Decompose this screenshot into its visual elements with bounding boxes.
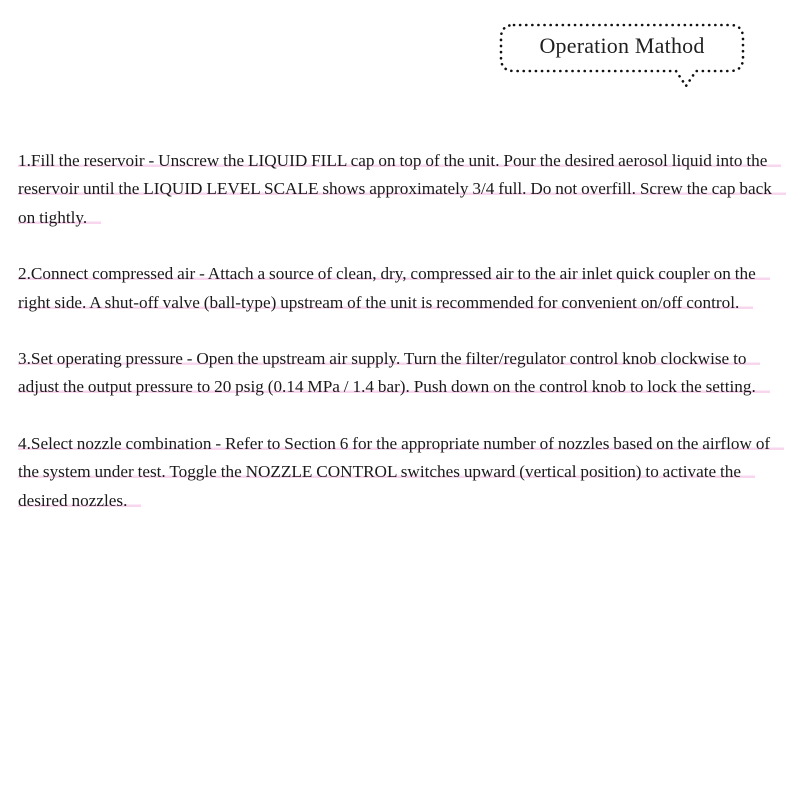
step-4-text: 4.Select nozzle combination - Refer to Section 6 for the appropriate number of nozzles based on the airflow of the system under test. Toggle the NOZZLE CONTROL switches upward (vertical position) to activate the desired nozzles. <box>18 434 784 510</box>
step-1-text: 1.Fill the reservoir - Unscrew the LIQUID FILL cap on top of the unit. Pour the desired aerosol liquid into the reservoir until the LIQUID LEVEL SCALE shows approximately 3/4 full. Do not overfill. Screw the cap back on tightly. <box>18 151 786 227</box>
operation-steps <box>18 147 782 543</box>
step-4 <box>18 430 782 515</box>
page-title: Operation Mathod <box>539 33 705 58</box>
step-2-text: 2.Connect compressed air - Attach a source of clean, dry, compressed air to the air inlet quick coupler on the right side. A shut-off valve (ball-type) upstream of the unit is recommended for convenient on/off control. <box>18 264 770 311</box>
step-2 <box>18 260 782 317</box>
step-3 <box>18 345 782 402</box>
step-1 <box>18 147 782 232</box>
step-3-text: 3.Set operating pressure - Open the upstream air supply. Turn the filter/regulator control knob clockwise to adjust the output pressure to 20 psig (0.14 MPa / 1.4 bar). Push down on the control knob to lock the setting. <box>18 349 770 396</box>
title-speech-bubble <box>500 24 744 86</box>
